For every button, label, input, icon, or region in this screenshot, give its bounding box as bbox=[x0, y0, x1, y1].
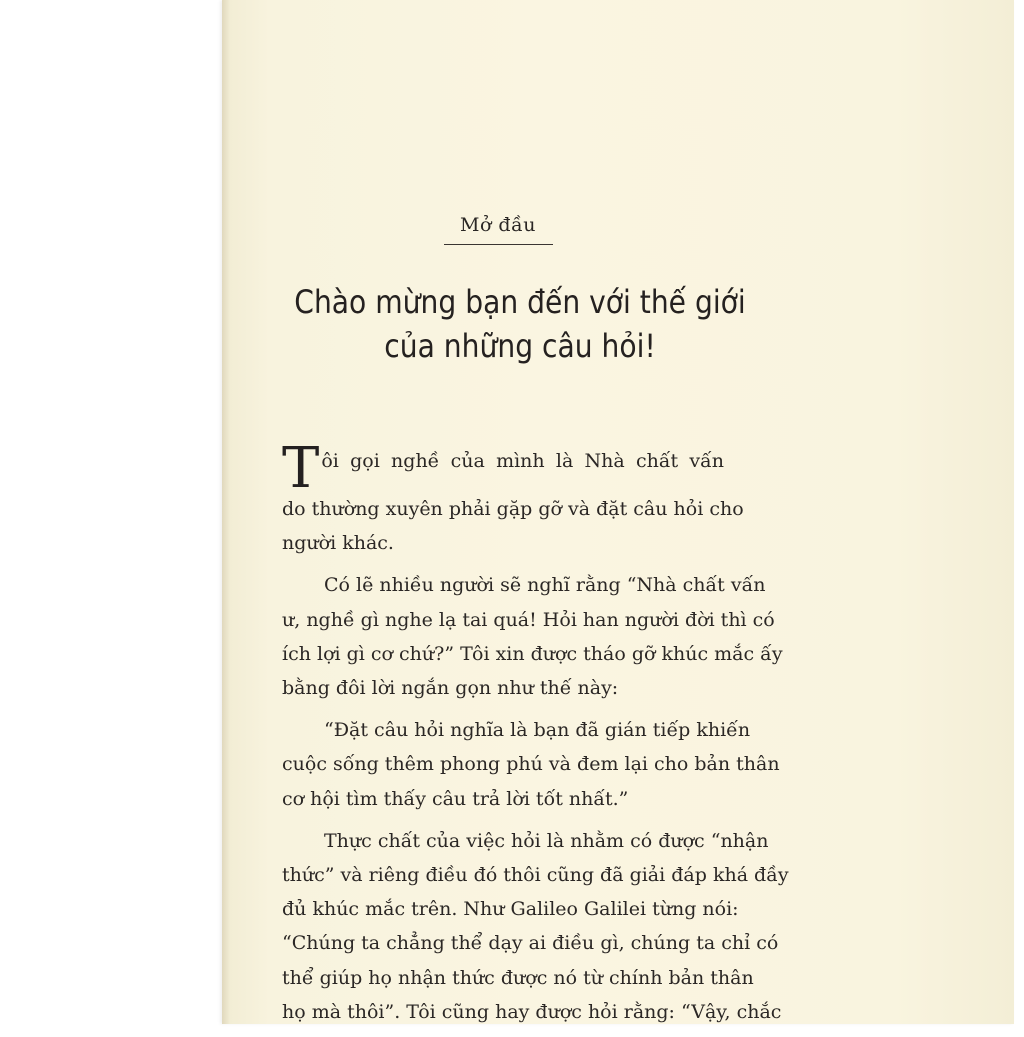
text-line: cuộc sống thêm phong phú và đem lại cho bản thân bbox=[282, 753, 780, 776]
text-line: đủ khúc mắc trên. Như Galileo Galilei từng nói: bbox=[282, 898, 739, 921]
chapter-title-line-2: của những câu hỏi! bbox=[384, 327, 656, 365]
paragraph-3 bbox=[282, 713, 780, 816]
chapter-title-line-1: Chào mừng bạn đến với thế giới bbox=[294, 283, 746, 321]
body-text bbox=[282, 436, 789, 1037]
chapter-underline bbox=[444, 244, 553, 245]
chapter-label: Mở đầu bbox=[460, 214, 536, 236]
paragraph-4 bbox=[282, 824, 789, 1029]
text-line: do thường xuyên phải gặp gỡ và đặt câu hỏi cho bbox=[282, 498, 744, 520]
drop-cap: T bbox=[282, 436, 320, 501]
paragraph-1 bbox=[282, 436, 744, 560]
text-line: Có lẽ nhiều người sẽ nghĩ rằng “Nhà chất vấn bbox=[324, 574, 766, 597]
text-line: ích lợi gì cơ chứ?” Tôi xin được tháo gỡ khúc mắc ấy bbox=[282, 642, 783, 665]
paragraph-2 bbox=[282, 568, 783, 705]
text-line: Thực chất của việc hỏi là nhằm có được “nhận bbox=[324, 829, 769, 852]
text-line: cơ hội tìm thấy câu trả lời tốt nhất.” bbox=[282, 787, 629, 810]
text-line: ôi gọi nghề của mình là Nhà chất vấn bbox=[321, 450, 724, 472]
text-line: thể giúp họ nhận thức được nó từ chính bản thân bbox=[282, 966, 754, 989]
text-line: bằng đôi lời ngắn gọn như thế này: bbox=[282, 677, 619, 700]
text-line: “Chúng ta chẳng thể dạy ai điều gì, chúng ta chỉ có bbox=[282, 932, 779, 955]
text-line: “Đặt câu hỏi nghĩa là bạn đã gián tiếp khiến bbox=[324, 719, 751, 742]
text-line: thức” và riêng điều đó thôi cũng đã giải đáp khá đầy bbox=[282, 864, 789, 887]
chapter-title bbox=[291, 280, 749, 368]
page-gutter-shadow bbox=[222, 0, 230, 1024]
text-line: người khác. bbox=[282, 532, 394, 555]
text-line: ư, nghề gì nghe lạ tai quá! Hỏi han người đời thì có bbox=[282, 608, 775, 631]
text-line: họ mà thôi”. Tôi cũng hay được hỏi rằng: “Vậy, chắc bbox=[282, 1000, 782, 1023]
